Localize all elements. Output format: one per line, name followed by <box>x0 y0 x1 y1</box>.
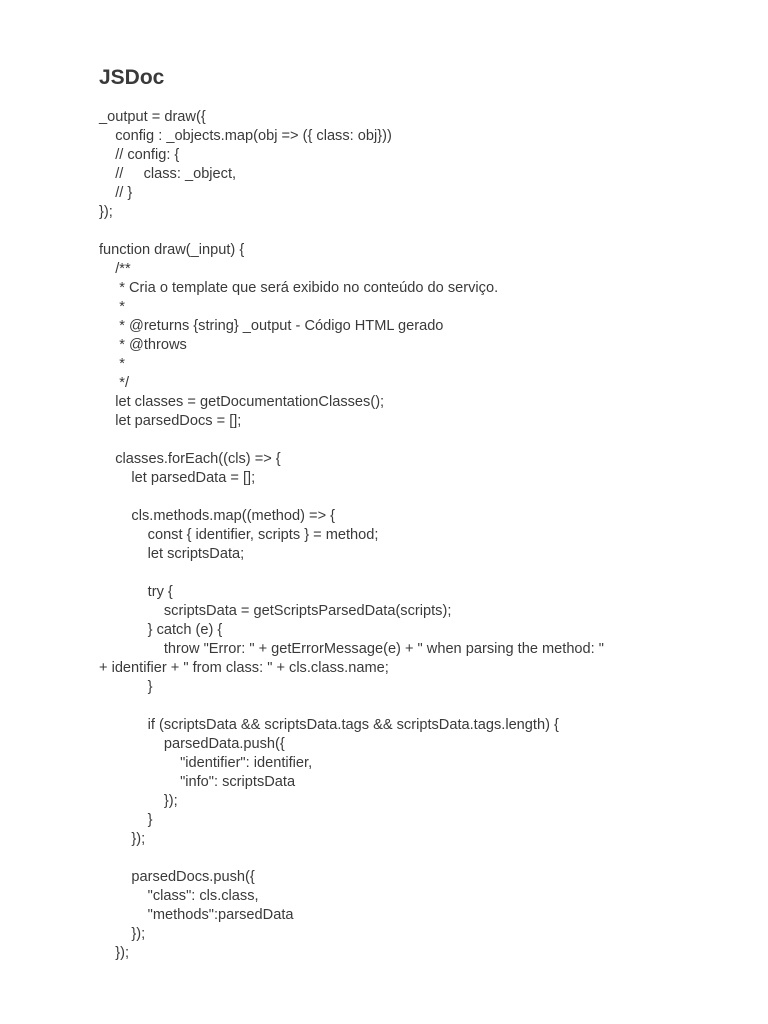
code-line <box>99 564 739 583</box>
code-line <box>99 697 739 716</box>
code-line: "identifier": identifier, <box>99 755 313 771</box>
code-line: } <box>99 679 153 695</box>
code-line <box>99 431 739 450</box>
code-line: throw "Error: " + getErrorMessage(e) + " when parsing the method: " <box>99 641 604 657</box>
code-line: // class: _object, <box>99 166 237 182</box>
code-line: }); <box>99 945 130 961</box>
code-line: classes.forEach((cls) => { <box>99 451 281 467</box>
code-line: + identifier + " from class: " + cls.class.name; <box>99 660 389 676</box>
code-line <box>99 488 739 507</box>
code-line: "info": scriptsData <box>99 774 296 790</box>
code-line: let parsedDocs = []; <box>99 413 242 429</box>
code-line: }); <box>99 204 113 220</box>
code-line: * <box>99 299 125 315</box>
code-line: // config: { <box>99 147 180 163</box>
code-line: let scriptsData; <box>99 546 245 562</box>
code-line: }); <box>99 793 178 809</box>
code-line: parsedDocs.push({ <box>99 869 255 885</box>
code-line <box>99 849 739 868</box>
code-line: * <box>99 356 125 372</box>
code-line <box>99 222 739 241</box>
code-line: } <box>99 812 153 828</box>
code-line: * @throws <box>99 337 187 353</box>
code-block <box>99 108 739 963</box>
code-line: scriptsData = getScriptsParsedData(scripts); <box>99 603 452 619</box>
code-line: * @returns {string} _output - Código HTML gerado <box>99 318 444 334</box>
code-line: // } <box>99 185 133 201</box>
code-line: const { identifier, scripts } = method; <box>99 527 379 543</box>
code-line: config : _objects.map(obj => ({ class: obj})) <box>99 128 392 144</box>
code-line: "class": cls.class, <box>99 888 259 904</box>
code-line: let parsedData = []; <box>99 470 256 486</box>
code-line: _output = draw({ <box>99 109 206 125</box>
code-line: let classes = getDocumentationClasses(); <box>99 394 385 410</box>
code-line: parsedData.push({ <box>99 736 285 752</box>
code-line: }); <box>99 926 146 942</box>
code-line: * Cria o template que será exibido no conteúdo do serviço. <box>99 280 499 296</box>
code-line: /** <box>99 261 131 277</box>
page-title: JSDoc <box>99 66 165 89</box>
code-line: cls.methods.map((method) => { <box>99 508 336 524</box>
code-line: try { <box>99 584 173 600</box>
code-line: */ <box>99 375 130 391</box>
code-line: if (scriptsData && scriptsData.tags && scriptsData.tags.length) { <box>99 717 559 733</box>
code-line: }); <box>99 831 146 847</box>
code-line: "methods":parsedData <box>99 907 294 923</box>
code-line: function draw(_input) { <box>99 242 245 258</box>
code-line: } catch (e) { <box>99 622 223 638</box>
